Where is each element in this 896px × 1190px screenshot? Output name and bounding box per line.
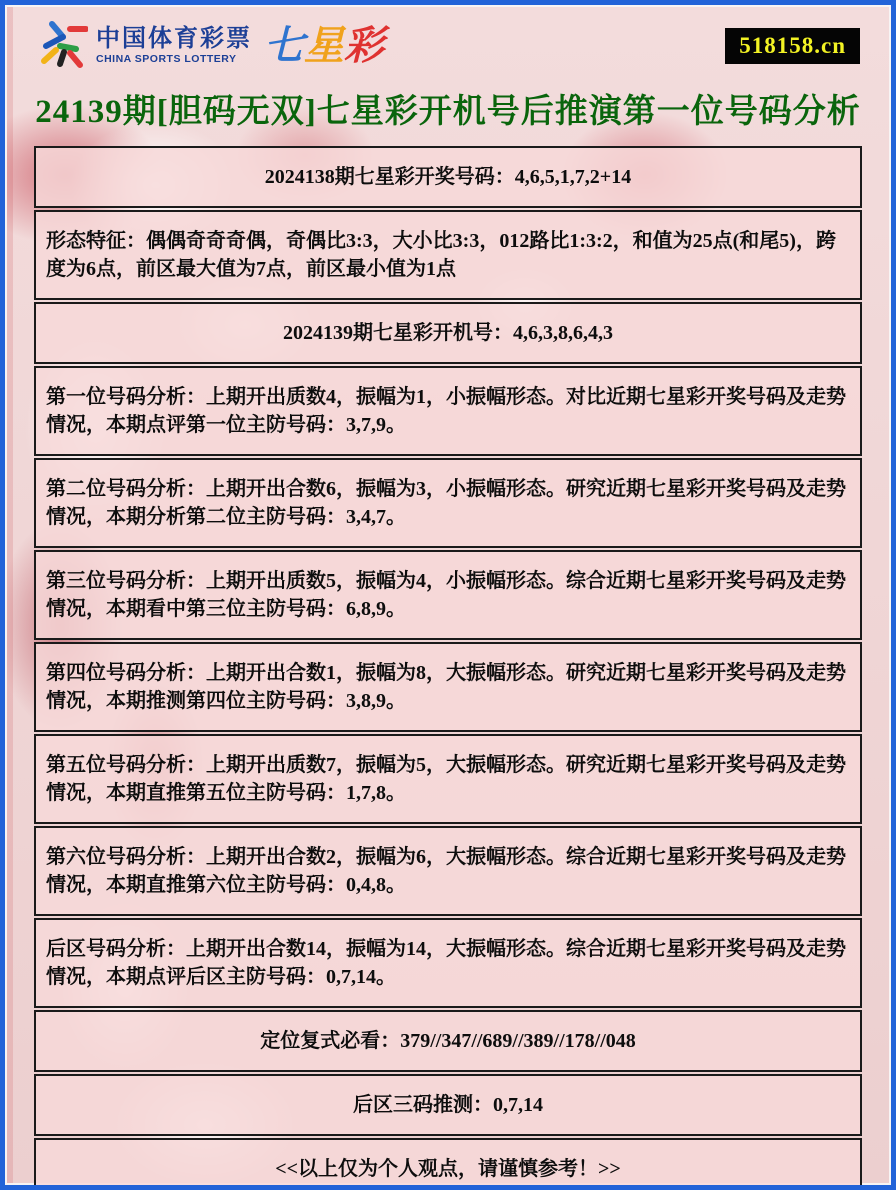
section-last-draw-result: 2024138期七星彩开奖号码：4,6,5,1,7,2+14 (34, 146, 862, 208)
section-disclaimer: <<以上仅为个人观点，请谨慎参考！>> (34, 1138, 862, 1190)
section-back-zone-three: 后区三码推测：0,7,14 (34, 1074, 862, 1136)
product-char-xing: 星 (304, 24, 344, 68)
section-back-zone-analysis: 后区号码分析：上期开出合数14，振幅为14，大振幅形态。综合近期七星彩开奖号码及走势情况，本期点评后区主防号码：0,7,14。 (34, 918, 862, 1008)
section-positioning-complex: 定位复式必看：379//347//689//389//178//048 (34, 1010, 862, 1072)
brand-name-en: CHINA SPORTS LOTTERY (96, 53, 237, 66)
brand-text (96, 27, 252, 65)
section-position-1-analysis: 第一位号码分析：上期开出质数4，振幅为1，小振幅形态。对比近期七星彩开奖号码及走势情况，本期点评第一位主防号码：3,7,9。 (34, 366, 862, 456)
brand-lockup (36, 19, 384, 74)
section-machine-number: 2024139期七星彩开机号：4,6,3,8,6,4,3 (34, 302, 862, 364)
sports-lottery-logo-icon (36, 19, 88, 74)
header (34, 5, 862, 77)
product-name (264, 26, 384, 66)
section-position-5-analysis: 第五位号码分析：上期开出质数7，振幅为5，大振幅形态。研究近期七星彩开奖号码及走势情况，本期直推第五位主防号码：1,7,8。 (34, 734, 862, 824)
brand-name-cn: 中国体育彩票 (96, 25, 252, 53)
product-char-cai: 彩 (344, 24, 384, 68)
product-char-qi: 七 (264, 24, 304, 68)
section-position-3-analysis: 第三位号码分析：上期开出质数5，振幅为4，小振幅形态。综合近期七星彩开奖号码及走势情况，本期看中第三位主防号码：6,8,9。 (34, 550, 862, 640)
section-position-4-analysis: 第四位号码分析：上期开出合数1，振幅为8，大振幅形态。研究近期七星彩开奖号码及走势情况，本期推测第四位主防号码：3,8,9。 (34, 642, 862, 732)
content-column (5, 5, 891, 1190)
section-position-6-analysis: 第六位号码分析：上期开出合数2，振幅为6，大振幅形态。综合近期七星彩开奖号码及走势情况，本期直推第六位主防号码：0,4,8。 (34, 826, 862, 916)
section-pattern-features: 形态特征：偶偶奇奇奇偶，奇偶比3:3，大小比3:3，012路比1:3:2，和值为25点(和尾5)，跨度为6点，前区最大值为7点，前区最小值为1点 (34, 210, 862, 300)
section-position-2-analysis: 第二位号码分析：上期开出合数6，振幅为3，小振幅形态。研究近期七星彩开奖号码及走势情况，本期分析第二位主防号码：3,4,7。 (34, 458, 862, 548)
site-domain-badge: 518158.cn (725, 28, 860, 64)
page-title: 24139期[胆码无双]七星彩开机号后推演第一位号码分析 (35, 94, 861, 130)
